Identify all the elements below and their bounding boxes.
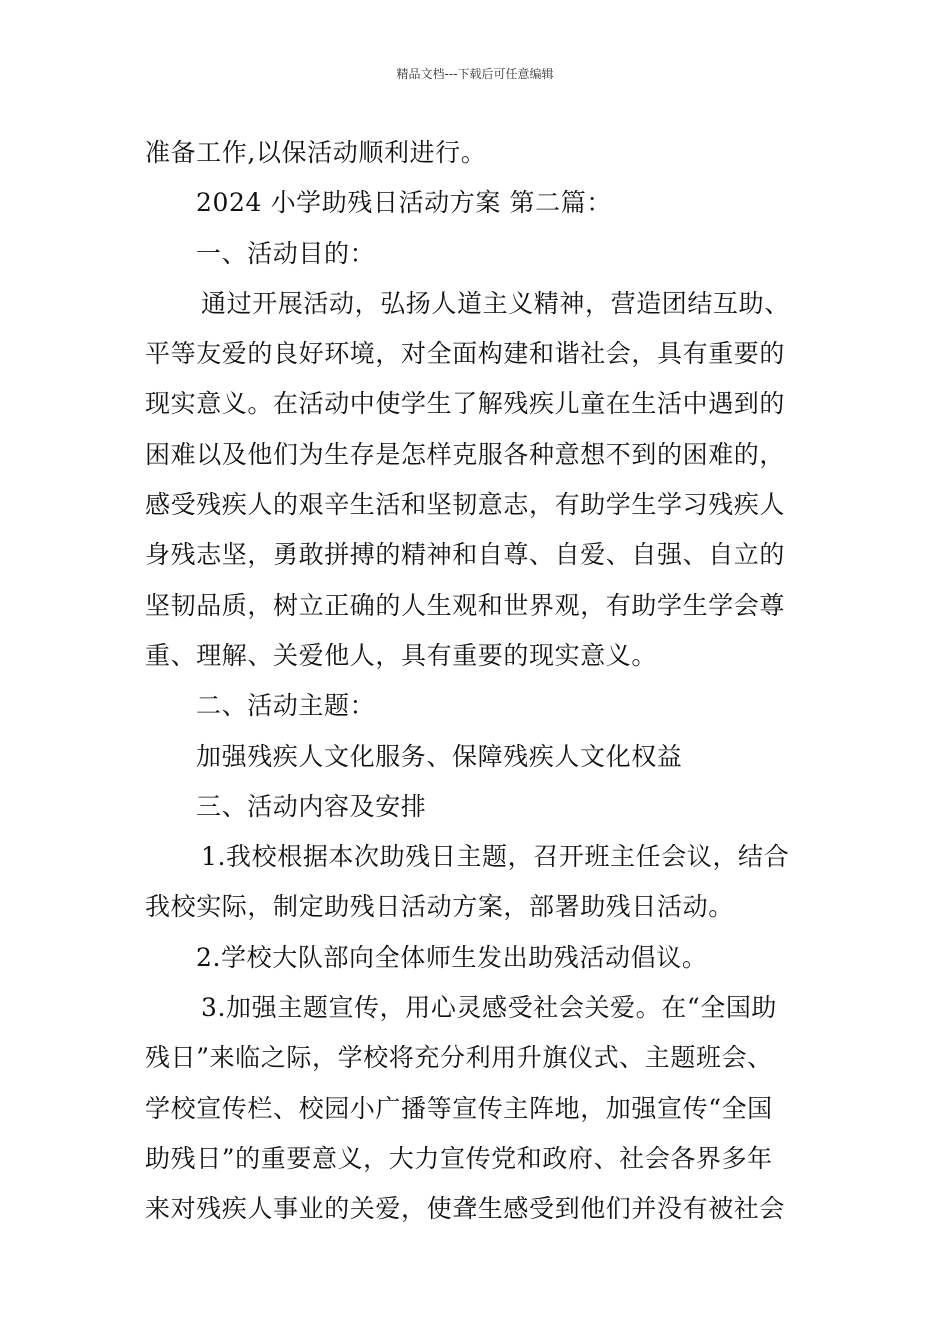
body-line: 重、理解、关爱他人，具有重要的现实意义。 bbox=[145, 640, 658, 670]
body-line: 坚韧品质，树立正确的人生观和世界观，有助学生学会尊 bbox=[145, 590, 786, 620]
body-line: 残日”来临之际，学校将充分利用升旗仪式、主题班会、 bbox=[145, 1043, 773, 1073]
section-heading: 二、活动主题： bbox=[196, 691, 376, 721]
section-heading: 一、活动目的： bbox=[196, 238, 376, 268]
section-heading: 三、活动内容及安排 bbox=[196, 791, 427, 821]
body-line: 现实意义。在活动中使学生了解残疾儿童在生活中遇到的 bbox=[145, 389, 786, 419]
body-line: 加强残疾人文化服务、保障残疾人文化权益 bbox=[196, 741, 683, 771]
body-line: 我校实际，制定助残日活动方案，部署助残日活动。 bbox=[145, 892, 734, 922]
page-header: 精品文档---下载后可任意编辑 bbox=[396, 67, 554, 81]
body-line: 困难以及他们为生存是怎样克服各种意想不到的困难的， bbox=[145, 439, 786, 469]
section-title: 2024 小学助残日活动方案 第二篇： bbox=[196, 188, 612, 218]
body-line: 通过开展活动，弘扬人道主义精神，营造团结互助、 bbox=[201, 288, 790, 318]
body-line: 2.学校大队部向全体师生发出助残活动倡议。 bbox=[196, 942, 708, 972]
body-line: 感受残疾人的艰辛生活和坚韧意志，有助学生学习残疾人 bbox=[145, 490, 786, 520]
body-line: 身残志坚，勇敢拼搏的精神和自尊、自爱、自强、自立的 bbox=[145, 540, 786, 570]
body-line: 平等友爱的良好环境，对全面构建和谐社会，具有重要的 bbox=[145, 339, 786, 369]
body-line: 1.我校根据本次助残日主题，召开班主任会议，结合 bbox=[201, 842, 790, 872]
body-line: 来对残疾人事业的关爱，使聋生感受到他们并没有被社会 bbox=[145, 1194, 786, 1224]
body-line: 3.加强主题宣传，用心灵感受社会关爱。在“全国助 bbox=[201, 993, 778, 1023]
body-line: 准备工作,以保活动顺利进行。 bbox=[145, 138, 487, 167]
body-line: 助残日”的重要意义，大力宣传党和政府、社会各界多年 bbox=[145, 1143, 773, 1173]
document-body bbox=[145, 128, 807, 1235]
body-line: 学校宣传栏、校园小广播等宣传主阵地，加强宣传“全国 bbox=[145, 1093, 773, 1123]
